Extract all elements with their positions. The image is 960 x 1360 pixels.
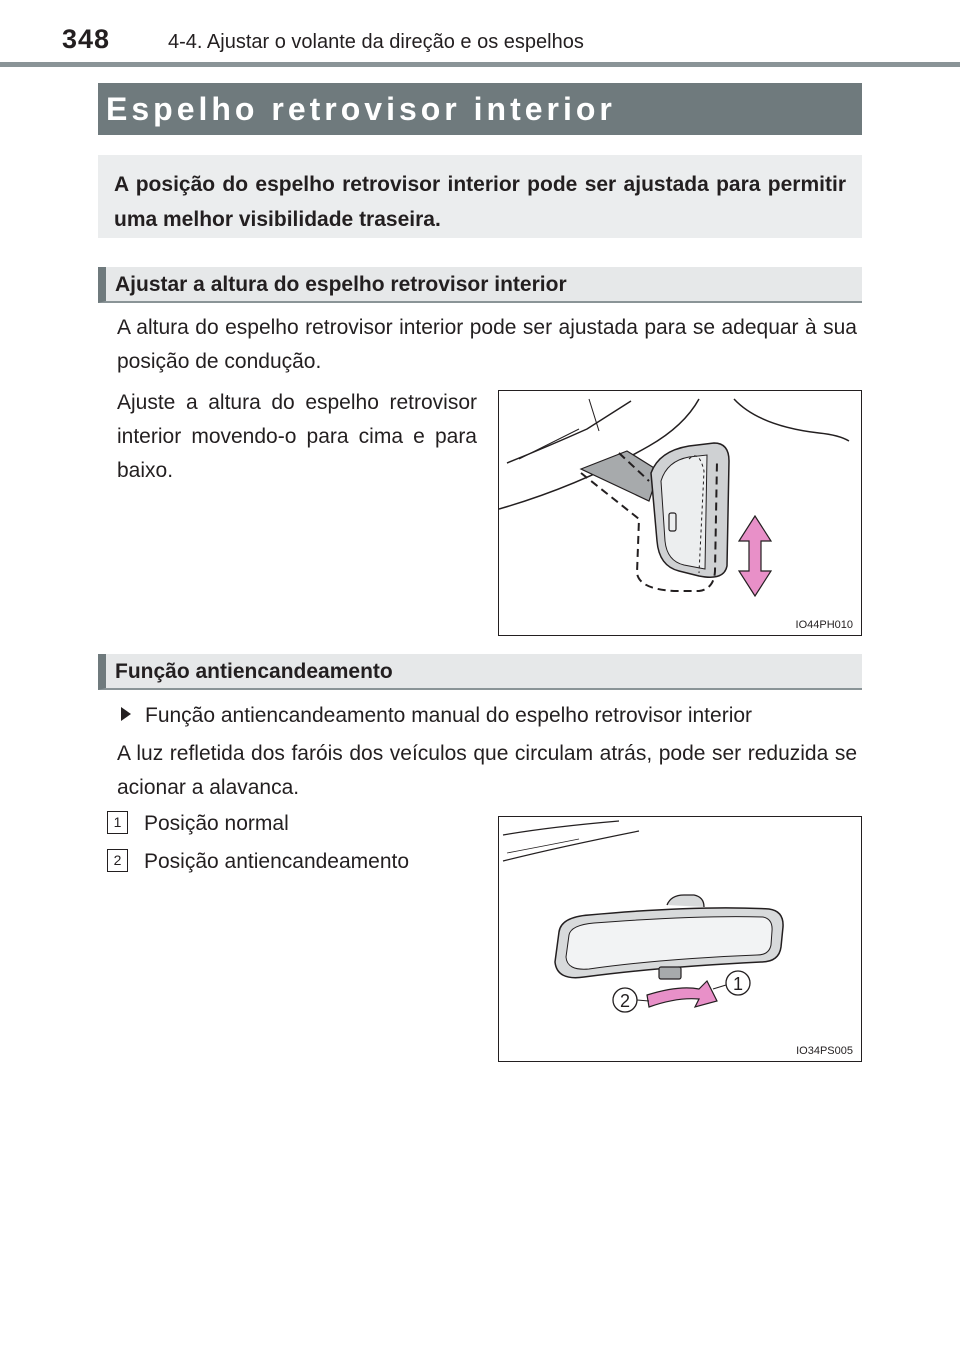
triangle-bullet-icon [121, 707, 131, 721]
figure-antiglare-lever [498, 816, 862, 1062]
intro-box: A posição do espelho retrovisor interior pode ser ajustada para permitir uma melhor visibilidade traseira. [98, 155, 862, 238]
height-description: A altura do espelho retrovisor interior pode ser ajustada para se adequar à sua posição de condução. [117, 316, 857, 373]
list-item [107, 807, 289, 841]
number-badge: 2 [107, 849, 128, 872]
mirror-lever-illustration [499, 817, 860, 1060]
page-title: Espelho retrovisor interior [98, 83, 862, 135]
antiglare-description: A luz refletida dos faróis dos veículos que circulam atrás, pode ser reduzida se acionar a alavanca. [117, 742, 857, 799]
list-item-label: Posição antiencandeamento [144, 850, 410, 873]
mirror-height-illustration [499, 391, 860, 634]
header-rule [0, 62, 960, 67]
page-number: 348 [62, 24, 111, 54]
section-heading-antiglare: Função antiencandeamento [98, 654, 862, 690]
number-badge: 1 [107, 811, 128, 834]
list-item-label: Posição normal [144, 812, 289, 835]
running-header: 4-4. Ajustar o volante da direção e os espelhos [168, 31, 584, 53]
figure-mirror-height [498, 390, 862, 636]
callout-1: 1 [732, 974, 744, 994]
figure-code: IO34PS005 [796, 1045, 853, 1057]
callout-2: 2 [619, 991, 631, 1011]
section-heading-height: Ajustar a altura do espelho retrovisor interior [98, 267, 862, 303]
bullet-text: Função antiencandeamento manual do espelho retrovisor interior [145, 704, 753, 727]
bullet-item [117, 699, 857, 733]
height-instruction: Ajuste a altura do espelho retrovisor interior movendo-o para cima e para baixo. [117, 391, 477, 482]
figure-code: IO44PH010 [795, 619, 853, 631]
list-item [107, 845, 409, 879]
